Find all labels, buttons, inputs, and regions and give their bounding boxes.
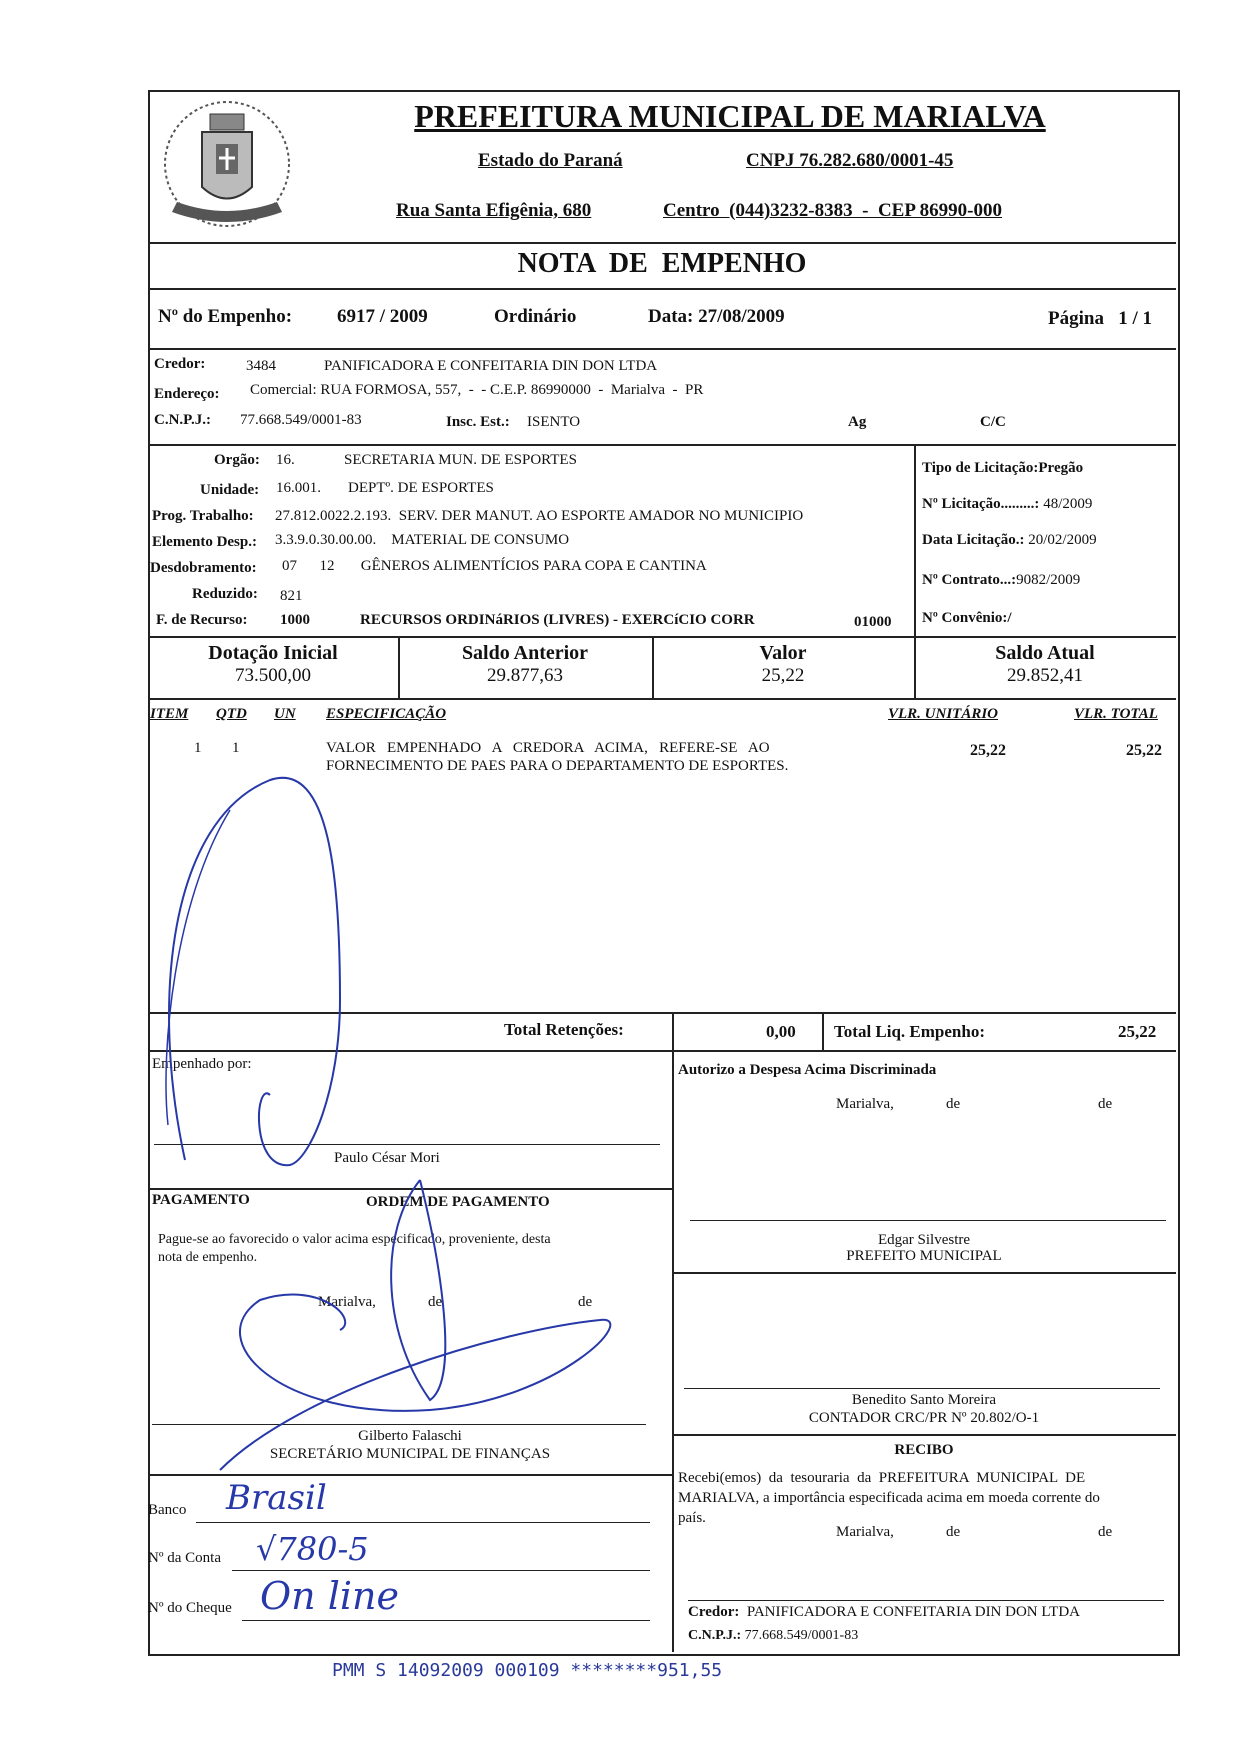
insc-label: Insc. Est.: xyxy=(446,414,510,430)
pagamento-de1: de xyxy=(428,1294,443,1310)
col-qtd: QTD xyxy=(216,706,247,722)
dotacao-label: Dotação Inicial xyxy=(208,642,338,664)
contrato-label: Nº Contrato...: xyxy=(922,572,1017,588)
conta-handwritten: √780-5 xyxy=(256,1530,369,1568)
autorizo-de1: de xyxy=(946,1096,961,1112)
contador-name: Benedito Santo Moreira xyxy=(851,1392,997,1408)
state-label: Estado do Paraná xyxy=(478,150,623,171)
saldo-atual-label: Saldo Atual xyxy=(995,642,1095,664)
autorizo-place: Marialva, xyxy=(836,1096,894,1112)
recibo-de2: de xyxy=(1098,1524,1113,1540)
secretario-role: SECRETÁRIO MUNICIPAL DE FINANÇAS xyxy=(269,1446,551,1462)
recurso-name: RECURSOS ORDINáRIOS (LIVRES) - EXERCíCIO CORR xyxy=(360,612,755,628)
contador-role: CONTADOR CRC/PR Nº 20.802/O-1 xyxy=(808,1410,1040,1426)
unidade-label: Unidade: xyxy=(200,482,260,498)
empenho-number: 6917 / 2009 xyxy=(337,306,428,327)
credor-label: Credor: xyxy=(154,356,206,372)
recibo-text-line3: país. xyxy=(678,1510,706,1526)
page-number: Página 1 / 1 xyxy=(1048,308,1152,329)
recibo-credor-label: Credor: xyxy=(688,1604,740,1620)
recibo-text-line1: Recebi(emos) da tesouraria da PREFEITURA MUNICIPAL DE xyxy=(678,1470,1086,1486)
saldo-anterior-label: Saldo Anterior xyxy=(461,642,589,664)
secretario-name: Gilberto Falaschi xyxy=(358,1428,462,1444)
recurso-number: 01000 xyxy=(854,614,892,630)
credor-code: 3484 xyxy=(246,358,276,374)
pagamento-place: Marialva, xyxy=(318,1294,376,1310)
bank-stamp: PMM S 14092009 000109 ********951,55 xyxy=(332,1660,723,1681)
licitacao-date: 20/02/2009 xyxy=(1028,532,1097,548)
reduzido-value: 821 xyxy=(280,588,303,604)
pagamento-de2: de xyxy=(578,1294,593,1310)
autorizo-title: Autorizo a Despesa Acima Discriminada xyxy=(678,1062,937,1078)
licitacao-number-label: Nº Licitação.........: xyxy=(922,496,1044,512)
contrato-number: 9082/2009 xyxy=(1016,572,1081,588)
valor-value: 25,22 xyxy=(761,665,805,686)
prog-value: 27.812.0022.2.193. SERV. DER MANUT. AO ESPORTE AMADOR NO MUNICIPIO xyxy=(275,508,804,524)
col-vlr-unitario: VLR. UNITÁRIO xyxy=(888,706,999,722)
prog-label: Prog. Trabalho: xyxy=(152,508,254,524)
banco-handwritten: Brasil xyxy=(226,1478,327,1518)
col-item: ITEM xyxy=(150,706,189,722)
orgao-code: 16. xyxy=(276,452,295,468)
empenho-number-label: Nº do Empenho: xyxy=(158,306,293,327)
retencoes-label: Total Retenções: xyxy=(504,1020,624,1039)
col-vlr-total: VLR. TOTAL xyxy=(1074,706,1158,722)
unidade-code: 16.001. xyxy=(276,480,321,496)
licitacao-type: Tipo de Licitação:Pregão xyxy=(922,460,1084,476)
desdobramento-value: 07 12 GÊNEROS ALIMENTÍCIOS PARA COPA E CANTINA xyxy=(282,558,707,574)
empenho-type: Ordinário xyxy=(494,306,577,327)
desdobramento-label: Desdobramento: xyxy=(150,560,257,576)
col-un: UN xyxy=(274,706,296,722)
orgao-name: SECRETARIA MUN. DE ESPORTES xyxy=(344,452,577,468)
credor-address: Comercial: RUA FORMOSA, 557, - - C.E.P. 86990000 - Marialva - PR xyxy=(250,382,704,398)
recibo-text-line2: MARIALVA, a importância especificada acima em moeda corrente do xyxy=(678,1490,1100,1506)
elemento-label: Elemento Desp.: xyxy=(152,534,257,550)
prefeito-role: PREFEITO MUNICIPAL xyxy=(846,1248,1002,1264)
recibo-de1: de xyxy=(946,1524,961,1540)
address-field-label: Endereço: xyxy=(154,386,220,402)
item-description-line2: FORNECIMENTO DE PAES PARA O DEPARTAMENTO DE ESPORTES. xyxy=(326,758,789,774)
item-number: 1 xyxy=(194,740,202,756)
recibo-cnpj-label: C.N.P.J.: xyxy=(688,1628,742,1643)
dotacao-value: 73.500,00 xyxy=(235,665,311,686)
recurso-label: F. de Recurso: xyxy=(156,612,248,628)
pagamento-text-line1: Pague-se ao favorecido o valor acima especificado, proveniente, desta xyxy=(158,1232,551,1247)
pagamento-label: PAGAMENTO xyxy=(152,1192,250,1208)
liquido-value: 25,22 xyxy=(1118,1022,1157,1041)
recurso-code: 1000 xyxy=(280,612,310,628)
ordem-pagamento-label: ORDEM DE PAGAMENTO xyxy=(366,1194,550,1210)
conta-label: Nº da Conta xyxy=(148,1550,221,1566)
saldo-anterior-value: 29.877,63 xyxy=(487,665,563,686)
orgao-label: Orgão: xyxy=(214,452,260,468)
recibo-place: Marialva, xyxy=(836,1524,894,1540)
item-description-line1: VALOR EMPENHADO A CREDORA ACIMA, REFERE-SE AO xyxy=(326,740,770,756)
credor-name: PANIFICADORA E CONFEITARIA DIN DON LTDA xyxy=(324,358,658,374)
recibo-title: RECIBO xyxy=(894,1442,954,1458)
reduzido-label: Reduzido: xyxy=(192,586,258,602)
prefeito-name: Edgar Silvestre xyxy=(877,1232,971,1248)
cnpj-label: CNPJ 76.282.680/0001-45 xyxy=(746,150,954,171)
cc-label: C/C xyxy=(980,414,1006,430)
elemento-value: 3.3.9.0.30.00.00. MATERIAL DE CONSUMO xyxy=(275,532,570,548)
cheque-label: Nº do Cheque xyxy=(148,1600,232,1616)
item-vlr-unitario: 25,22 xyxy=(970,742,1006,759)
unidade-name: DEPTº. DE ESPORTES xyxy=(348,480,494,496)
retencoes-value: 0,00 xyxy=(766,1022,796,1041)
autorizo-de2: de xyxy=(1098,1096,1113,1112)
valor-label: Valor xyxy=(759,642,807,664)
recibo-credor-name: PANIFICADORA E CONFEITARIA DIN DON LTDA xyxy=(746,1604,1081,1620)
convenio-label: Nº Convênio:/ xyxy=(922,610,1012,626)
ag-label: Ag xyxy=(848,414,867,430)
recibo-cnpj: 77.668.549/0001-83 xyxy=(744,1628,859,1643)
address-label: Rua Santa Efigênia, 680 xyxy=(396,200,592,221)
licitacao-number: 48/2009 xyxy=(1043,496,1093,512)
liquido-label: Total Liq. Empenho: xyxy=(834,1022,985,1041)
cheque-handwritten: On line xyxy=(260,1574,399,1618)
col-especificacao: ESPECIFICAÇÃO xyxy=(326,706,447,722)
licitacao-date-label: Data Licitação.: xyxy=(922,532,1029,548)
document-title: NOTA DE EMPENHO xyxy=(517,248,807,279)
page-title: PREFEITURA MUNICIPAL DE MARIALVA xyxy=(414,98,1046,134)
pagamento-text-line2: nota de empenho. xyxy=(158,1250,258,1265)
insc-value: ISENTO xyxy=(527,414,581,430)
empenhado-signer: Paulo César Mori xyxy=(334,1150,440,1166)
item-qtd: 1 xyxy=(232,740,240,756)
district-phone-label: Centro (044)3232-8383 - CEP 86990-000 xyxy=(663,200,1002,221)
banco-label: Banco xyxy=(148,1502,187,1518)
credor-cnpj: 77.668.549/0001-83 xyxy=(240,412,362,428)
item-vlr-total: 25,22 xyxy=(1126,742,1162,759)
empenhado-label: Empenhado por: xyxy=(152,1056,252,1072)
saldo-atual-value: 29.852,41 xyxy=(1007,665,1083,686)
cnpj-field-label: C.N.P.J.: xyxy=(154,412,211,428)
empenho-date: Data: 27/08/2009 xyxy=(648,306,785,327)
